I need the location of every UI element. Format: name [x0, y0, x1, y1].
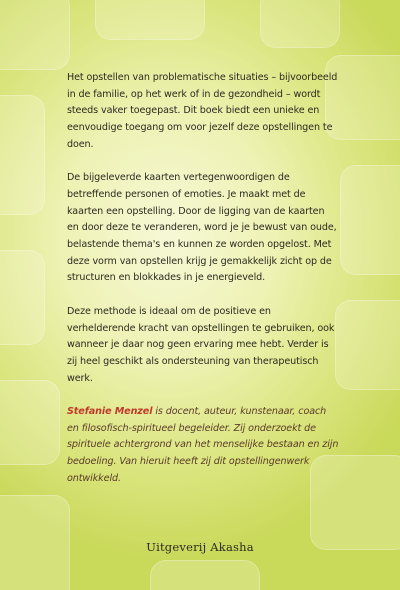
- author-bio-text: is docent, auteur, kunstenaar, coach en filosofisch-spiritueel begeleider. Zij onderzoekt de spirituele achtergrond van het menselijke bestaan en zijn bedoeling. Van hieruit heeft zij dit opstellingenwerk ontwikkeld.: [67, 406, 339, 484]
- decorative-tile: [335, 300, 400, 390]
- decorative-tile: [260, 0, 340, 48]
- blurb: [67, 70, 339, 504]
- decorative-tile: [340, 165, 400, 275]
- publisher-name: Uitgeverij Akasha: [146, 540, 254, 554]
- blurb-paragraph-3: Deze methode is ideaal om de positieve en verhelderende kracht van opstellingen te gebruiken, ook wanneer je daar nog geen ervaring mee hebt. Verder is zij heel geschikt als ondersteuning van therapeutisch werk.: [67, 305, 335, 384]
- decorative-tile: [0, 380, 60, 465]
- author-name: Stefanie Menzel: [67, 406, 153, 418]
- decorative-tile: [0, 250, 45, 345]
- blurb-paragraph-2: De bijgeleverde kaarten vertegenwoordigen de betreffende personen of emoties. Je maakt met de kaarten een opstelling. Door de ligging van de kaarten en door deze te veranderen, word je je bewust van oude, belastende thema's en kunnen ze worden opgelost. Met deze vorm van opstellen krijg je gemakkelijk zicht op de structuren en blokkades in je energieveld.: [67, 172, 337, 284]
- decorative-tile: [0, 95, 45, 215]
- blurb-paragraph-1: Het opstellen van problematische situaties – bijvoorbeeld in de familie, op het werk of in de gezondheid – wordt steeds vaker toegepast. Dit boek biedt een unieke en eenvoudige toegang om voor jezelf deze opstellingen te doen.: [67, 72, 338, 150]
- decorative-tile: [95, 0, 205, 40]
- decorative-tile: [0, 0, 70, 70]
- decorative-tile: [150, 560, 260, 590]
- author-bio: [67, 404, 339, 488]
